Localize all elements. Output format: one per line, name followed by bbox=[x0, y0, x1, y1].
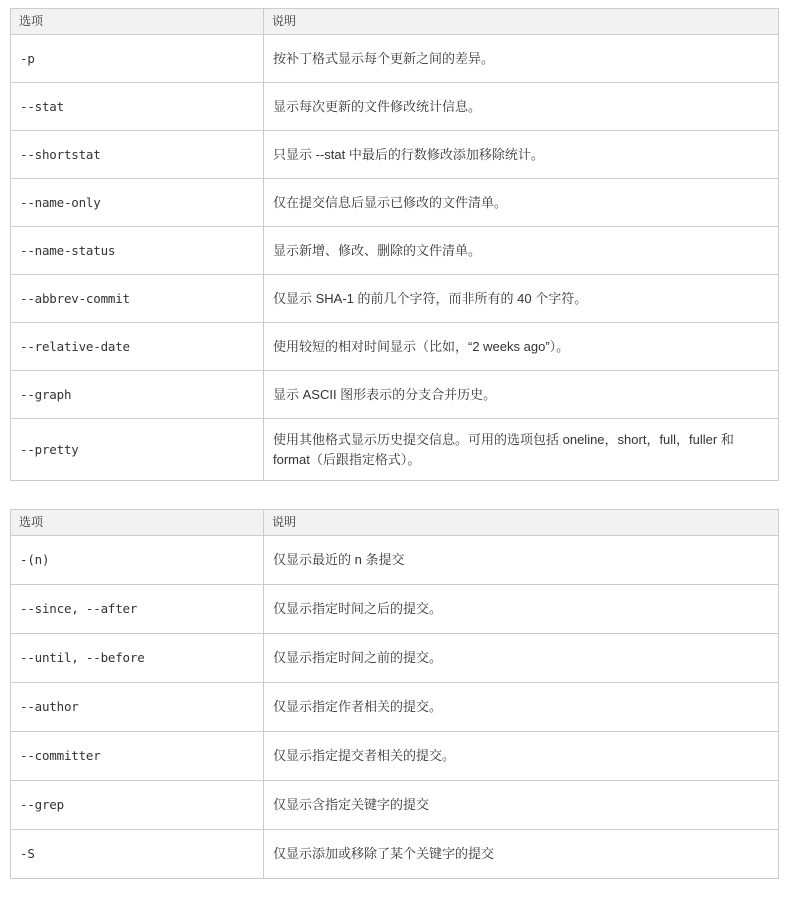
option-name: -(n) bbox=[11, 536, 264, 585]
table-header bbox=[11, 510, 779, 536]
table-row bbox=[11, 634, 779, 683]
option-name: --grep bbox=[11, 781, 264, 830]
option-name: --graph bbox=[11, 371, 264, 419]
table-row bbox=[11, 419, 779, 481]
option-name: --stat bbox=[11, 83, 264, 131]
column-header-option: 选项 bbox=[11, 510, 264, 536]
option-description: 仅显示最近的 n 条提交 bbox=[264, 536, 779, 585]
option-description: 显示 ASCII 图形表示的分支合并历史。 bbox=[264, 371, 779, 419]
option-name: -p bbox=[11, 35, 264, 83]
option-name: --author bbox=[11, 683, 264, 732]
option-description: 仅在提交信息后显示已修改的文件清单。 bbox=[264, 179, 779, 227]
option-name: --since, --after bbox=[11, 585, 264, 634]
table-row bbox=[11, 830, 779, 879]
option-description: 使用较短的相对时间显示（比如，“2 weeks ago”）。 bbox=[264, 323, 779, 371]
table-row bbox=[11, 131, 779, 179]
table-row bbox=[11, 323, 779, 371]
table-row bbox=[11, 275, 779, 323]
option-name: --until, --before bbox=[11, 634, 264, 683]
option-name: --relative-date bbox=[11, 323, 264, 371]
option-description: 仅显示指定时间之后的提交。 bbox=[264, 585, 779, 634]
option-description: 只显示 --stat 中最后的行数修改添加移除统计。 bbox=[264, 131, 779, 179]
column-header-option: 选项 bbox=[11, 9, 264, 35]
option-description: 仅显示指定作者相关的提交。 bbox=[264, 683, 779, 732]
option-description: 显示新增、修改、删除的文件清单。 bbox=[264, 227, 779, 275]
option-name: -S bbox=[11, 830, 264, 879]
table-row bbox=[11, 227, 779, 275]
table-row bbox=[11, 536, 779, 585]
table-body bbox=[11, 35, 779, 481]
table-row bbox=[11, 781, 779, 830]
table-row bbox=[11, 732, 779, 781]
option-description: 显示每次更新的文件修改统计信息。 bbox=[264, 83, 779, 131]
table-row bbox=[11, 83, 779, 131]
option-name: --name-only bbox=[11, 179, 264, 227]
log-format-options-table bbox=[10, 8, 779, 481]
table-body bbox=[11, 536, 779, 879]
option-description: 仅显示含指定关键字的提交 bbox=[264, 781, 779, 830]
table-header-row bbox=[11, 510, 779, 536]
option-description: 仅显示指定提交者相关的提交。 bbox=[264, 732, 779, 781]
option-name: --committer bbox=[11, 732, 264, 781]
table-header bbox=[11, 9, 779, 35]
option-description: 仅显示添加或移除了某个关键字的提交 bbox=[264, 830, 779, 879]
log-limit-options-table bbox=[10, 509, 779, 879]
option-name: --shortstat bbox=[11, 131, 264, 179]
table-row bbox=[11, 179, 779, 227]
option-description: 仅显示 SHA-1 的前几个字符，而非所有的 40 个字符。 bbox=[264, 275, 779, 323]
option-name: --pretty bbox=[11, 419, 264, 481]
option-description: 使用其他格式显示历史提交信息。可用的选项包括 oneline，short，full，fuller 和 format（后跟指定格式）。 bbox=[264, 419, 779, 481]
option-name: --abbrev-commit bbox=[11, 275, 264, 323]
table-row bbox=[11, 585, 779, 634]
column-header-description: 说明 bbox=[264, 510, 779, 536]
option-name: --name-status bbox=[11, 227, 264, 275]
column-header-description: 说明 bbox=[264, 9, 779, 35]
table-row bbox=[11, 683, 779, 732]
option-description: 按补丁格式显示每个更新之间的差异。 bbox=[264, 35, 779, 83]
table-row bbox=[11, 371, 779, 419]
table-row bbox=[11, 35, 779, 83]
table-header-row bbox=[11, 9, 779, 35]
option-description: 仅显示指定时间之前的提交。 bbox=[264, 634, 779, 683]
